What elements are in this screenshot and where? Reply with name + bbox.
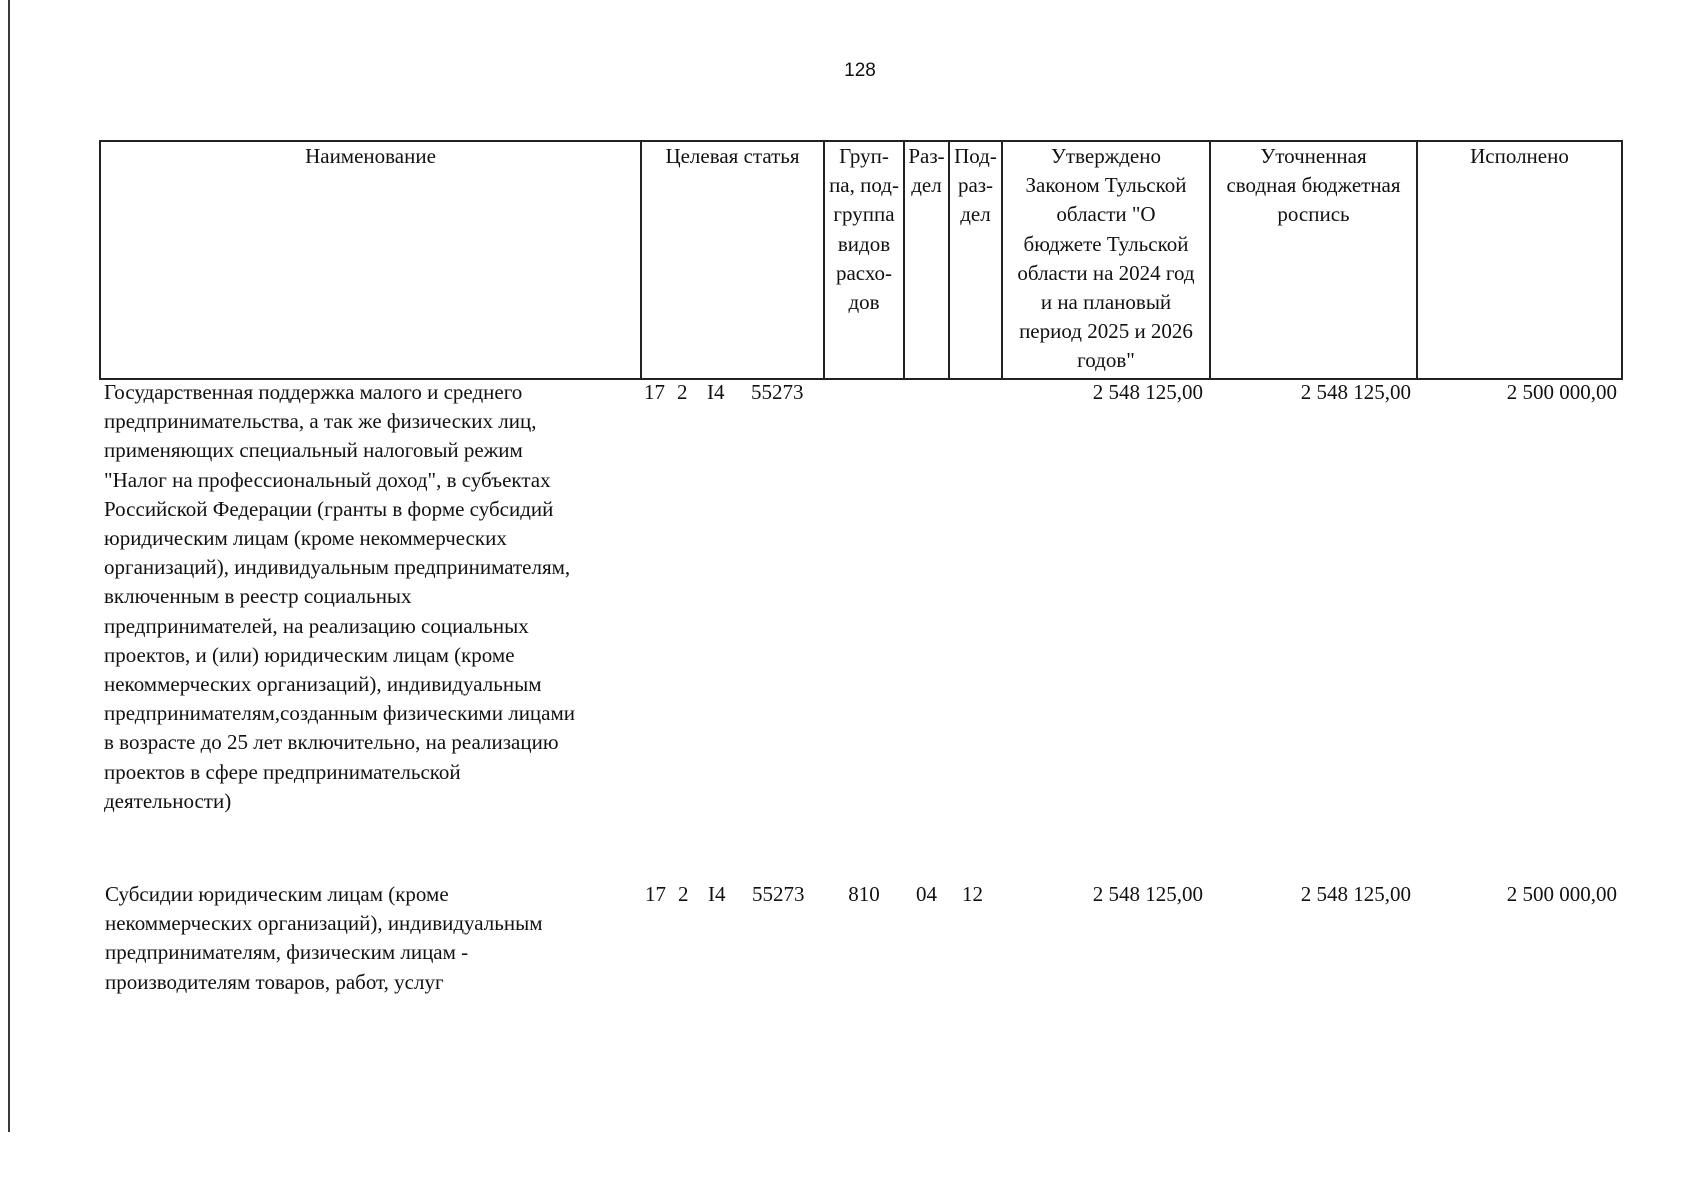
header-executed: Исполнено bbox=[1470, 144, 1569, 168]
row-2-section: 04 bbox=[916, 882, 937, 906]
column-divider bbox=[1416, 140, 1418, 380]
row-2-expense-group: 810 bbox=[848, 882, 880, 906]
page-number: 128 bbox=[844, 60, 876, 81]
header-section: Раз- дел bbox=[908, 144, 945, 198]
row-1-refined: 2 548 125,00 bbox=[1300, 380, 1411, 404]
header-target-article: Целевая статья bbox=[665, 144, 800, 168]
column-divider bbox=[99, 140, 101, 380]
header-approved: Утверждено Законом Тульской области "О бюджете Тульской области на 2024 год и на плановый период 2025 и 2026 годов" bbox=[1017, 144, 1195, 373]
row-1-name: Государственная поддержка малого и среднего предпринимательства, а так же физических лиц, применяющих специальный налоговый режим "Налог на профессиональный доход", в субъектах Российской Федерации (гранты в форме субсидий юридическим лицам (кроме некоммерческих организаций), индивидуальным предпринимателям, включенным в реестр социальных предпринимателей, на реализацию социальных проектов, и (или) юридическим лицам (кроме некоммерческих организаций), индивидуальным предпринимателям,созданным физическими лицами в возрасте до 25 лет включительно, на реализацию проектов в сфере предпринимательской деятельности) bbox=[104, 380, 576, 813]
row-2-subsection: 12 bbox=[962, 882, 983, 906]
header-refined: Уточненная сводная бюджетная роспись bbox=[1226, 144, 1401, 227]
row-2-target-article: 17 2 I4 55273 bbox=[645, 882, 805, 906]
header-name: Наименование bbox=[305, 144, 436, 168]
page-margin-rule bbox=[8, 0, 10, 1132]
header-expense-group: Груп- па, под- группа видов расхо- дов bbox=[829, 144, 899, 315]
row-1-approved: 2 548 125,00 bbox=[1092, 380, 1203, 404]
column-divider bbox=[640, 140, 642, 380]
row-2-executed: 2 500 000,00 bbox=[1506, 882, 1617, 906]
header-subsection: Под- раз- дел bbox=[954, 144, 997, 227]
column-divider bbox=[1621, 140, 1623, 380]
row-2-approved: 2 548 125,00 bbox=[1092, 882, 1203, 906]
row-1-target-article: 17 2 I4 55273 bbox=[644, 380, 804, 404]
row-2-refined: 2 548 125,00 bbox=[1300, 882, 1411, 906]
row-2-name: Субсидии юридическим лицам (кроме некоммерческих организаций), индивидуальным предпринимателям, физическим лицам - производителям товаров, работ, услуг bbox=[105, 882, 543, 994]
row-1-executed: 2 500 000,00 bbox=[1506, 380, 1617, 404]
